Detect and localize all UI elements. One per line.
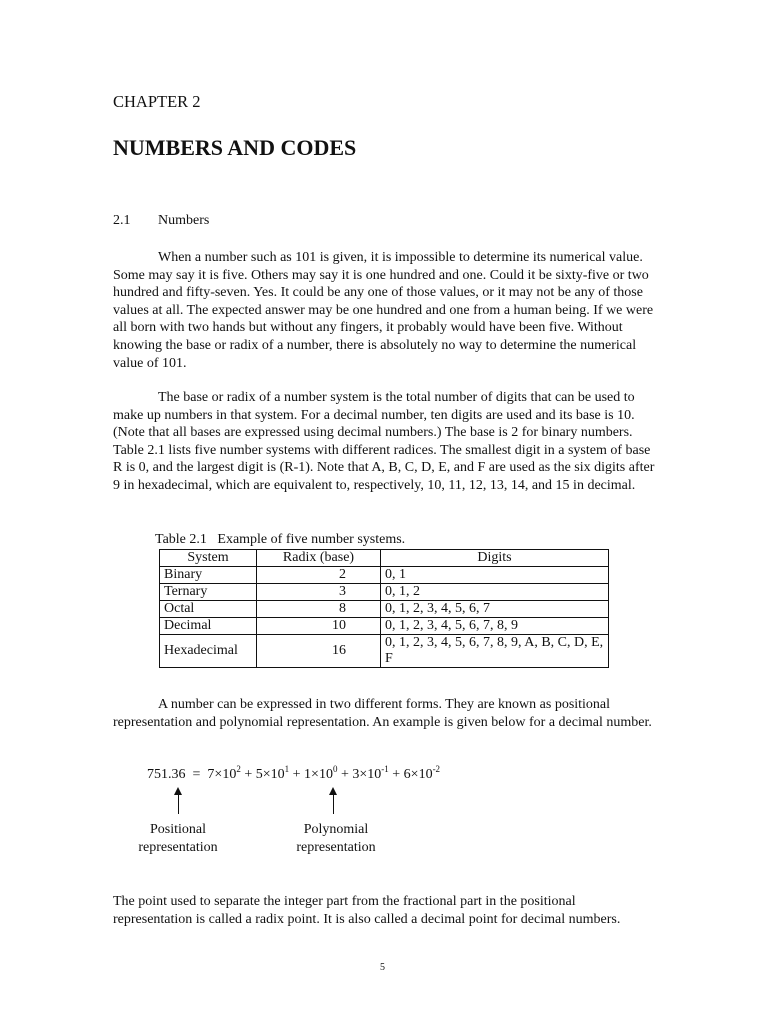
term-coefficient: 5	[255, 767, 263, 782]
chapter-title: NUMBERS AND CODES	[113, 135, 357, 160]
cell-system: Decimal	[160, 618, 257, 635]
cell-radix: 2	[257, 567, 381, 584]
formula-term	[352, 764, 389, 782]
cell-radix: 10	[257, 618, 381, 635]
paragraph-4: The point used to separate the integer part from the fractional part in the positional representation is called a radix point. It is also called a decimal point for decimal numbers.	[113, 894, 621, 927]
header-digits: Digits	[381, 550, 609, 567]
term-base: 10	[222, 767, 237, 782]
term-exponent: -1	[381, 764, 389, 774]
formula-term	[207, 764, 241, 782]
term-base: 10	[418, 767, 433, 782]
term-coefficient: 3	[352, 767, 360, 782]
formula-term	[304, 764, 338, 782]
cell-digits: 0, 1, 2	[381, 584, 609, 601]
positional-arrow-shaft	[178, 794, 179, 814]
cell-digits: 0, 1, 2, 3, 4, 5, 6, 7	[381, 601, 609, 618]
term-coefficient: 6	[403, 767, 411, 782]
example-formula	[147, 764, 441, 783]
positional-label-line-1: Positional	[149, 822, 206, 837]
polynomial-label-line-1: Polynomial	[303, 822, 369, 837]
paragraph-2: The base or radix of a number system is the total number of digits that can be used to make up numbers in that system. For a decimal number, ten digits are used and its base is 10. (Note that all bases are expressed using decimal numbers.) The base is 2 for binary numbers. Table 2.1 lists five number systems with different radices. The smallest digit in a system of base R is 0, and the largest digit is (R-1). Note that A, B, C, D, E, and F are used as the six digits after 9 in hexadecimal, which are equivalent to, respectively, 10, 11, 12, 13, 14, and 15 in decimal.	[113, 390, 655, 493]
polynomial-label	[276, 821, 396, 857]
table-row	[160, 601, 609, 618]
cell-system: Binary	[160, 567, 257, 584]
polynomial-label-line-2: representation	[296, 840, 376, 855]
header-radix: Radix (base)	[257, 550, 381, 567]
page-number: 5	[380, 962, 385, 973]
term-times: ×	[214, 767, 223, 782]
section-number: 2.1	[113, 213, 131, 228]
table-row	[160, 635, 609, 668]
term-times: ×	[262, 767, 271, 782]
term-base: 10	[318, 767, 333, 782]
formula-plus: +	[240, 767, 256, 782]
formula-lhs: 751.36	[147, 767, 186, 782]
header-system: System	[160, 550, 257, 567]
cell-radix: 8	[257, 601, 381, 618]
cell-system: Ternary	[160, 584, 257, 601]
paragraph-3: A number can be expressed in two different forms. They are known as positional representation and polynomial representation. An example is given below for a decimal number.	[113, 697, 652, 730]
formula-plus: +	[289, 767, 305, 782]
term-exponent: 0	[332, 764, 338, 774]
term-exponent: -2	[432, 764, 441, 774]
term-times: ×	[311, 767, 319, 782]
formula-plus: +	[337, 767, 353, 782]
cell-system: Hexadecimal	[160, 635, 257, 668]
table-row	[160, 618, 609, 635]
cell-digits: 0, 1	[381, 567, 609, 584]
formula-equals: =	[192, 767, 201, 782]
formula-term	[255, 764, 290, 782]
table-row	[160, 567, 609, 584]
formula-terms	[207, 764, 441, 782]
term-base: 10	[270, 767, 285, 782]
cell-digits: 0, 1, 2, 3, 4, 5, 6, 7, 8, 9, A, B, C, D, E, F	[381, 635, 609, 668]
cell-radix: 16	[257, 635, 381, 668]
term-times: ×	[410, 767, 419, 782]
positional-label	[118, 821, 238, 857]
formula-plus: +	[388, 767, 404, 782]
section-heading	[113, 213, 210, 229]
term-times: ×	[359, 767, 368, 782]
paragraph-1: When a number such as 101 is given, it is impossible to determine its numerical value. Some may say it is five. Others may say it is one hundred and one. Could it be sixty-five or two hundred and fifty-seven. Yes. It could be any one of those values, or it may not be any of those values at all. The expected answer may be one hundred and one from a human being. If we were all born with two hands but without any fingers, it probably would have been five. Without knowing the base or radix of a number, there is absolutely no way to determine the numerical value of 101.	[113, 250, 654, 371]
number-systems-table	[159, 549, 609, 668]
term-coefficient: 7	[207, 767, 215, 782]
term-exponent: 2	[236, 764, 241, 774]
formula-term	[403, 764, 441, 782]
cell-radix: 3	[257, 584, 381, 601]
table-caption: Table 2.1 Example of five number systems.	[155, 532, 406, 547]
term-exponent: 1	[284, 764, 290, 774]
term-coefficient: 1	[304, 767, 312, 782]
cell-digits: 0, 1, 2, 3, 4, 5, 6, 7, 8, 9	[381, 618, 609, 635]
table-row	[160, 584, 609, 601]
positional-label-line-2: representation	[138, 840, 218, 855]
cell-system: Octal	[160, 601, 257, 618]
polynomial-arrow-shaft	[333, 794, 334, 814]
table-header-row	[160, 550, 609, 567]
term-base: 10	[367, 767, 382, 782]
chapter-label: CHAPTER 2	[113, 92, 201, 111]
section-title: Numbers	[158, 213, 210, 228]
